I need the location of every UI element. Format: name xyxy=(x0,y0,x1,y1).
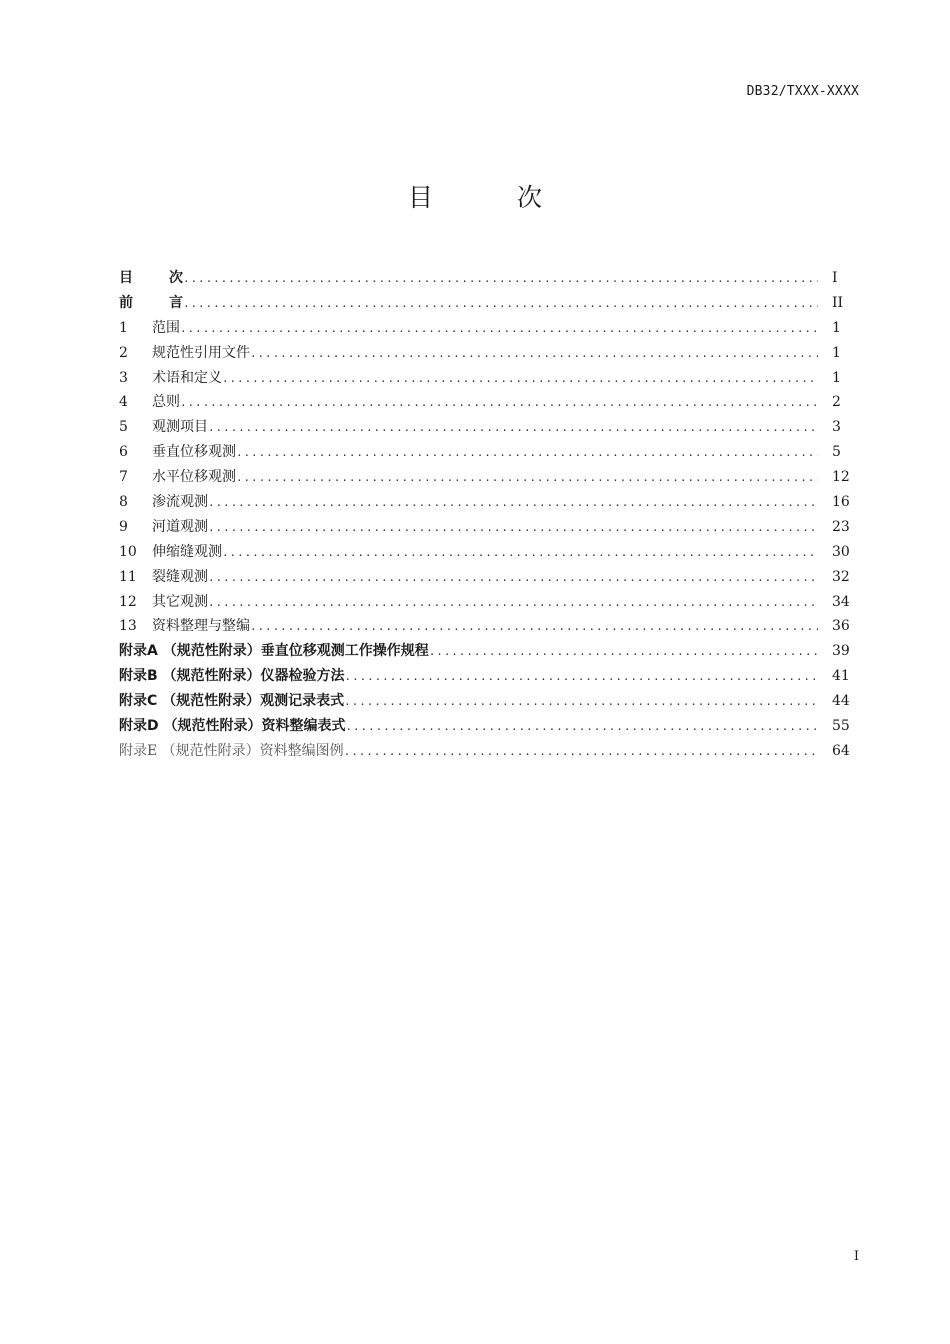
toc-entry-appendix-c[interactable] xyxy=(119,690,856,715)
toc-entry-page: 23 xyxy=(832,518,850,535)
toc-entry-label: 伸缩缝观测 xyxy=(152,543,222,560)
toc-entry-section-1[interactable] xyxy=(119,317,856,342)
toc-entry-label: 前 言 xyxy=(119,294,183,311)
toc-entry-appendix-d[interactable] xyxy=(119,715,856,740)
toc-entry-label: 术语和定义 xyxy=(152,369,222,386)
toc-entry-appendix-b[interactable] xyxy=(119,665,856,690)
toc-entry-page: 16 xyxy=(832,494,850,511)
toc-leader-dots xyxy=(208,596,818,609)
toc-leader-dots xyxy=(344,745,818,758)
document-code: DB32/TXXX-XXXX xyxy=(746,84,859,99)
toc-leader-dots xyxy=(250,620,818,633)
toc-entry-label: 河道观测 xyxy=(152,518,208,535)
toc-leader-dots xyxy=(345,670,818,683)
toc-entry-page: 39 xyxy=(832,643,850,660)
toc-leader-dots xyxy=(208,496,818,509)
table-of-contents xyxy=(119,267,856,765)
toc-entry-label: 其它观测 xyxy=(152,593,208,610)
toc-entry-number: 1 xyxy=(119,319,128,336)
toc-leader-dots xyxy=(344,695,818,708)
toc-entry-number: 2 xyxy=(119,344,128,361)
toc-entry-page: 34 xyxy=(832,593,850,610)
toc-entry-number: 3 xyxy=(119,369,128,386)
toc-entry-number: 13 xyxy=(119,618,137,635)
toc-entry-label: 目 次 xyxy=(119,270,183,286)
toc-entry-label: 附录B （规范性附录）仪器检验方法 xyxy=(119,668,345,685)
toc-leader-dots xyxy=(208,521,818,534)
toc-leader-dots xyxy=(208,421,818,434)
toc-entry-appendix-a[interactable] xyxy=(119,640,856,665)
toc-entry-label: 垂直位移观测 xyxy=(152,444,236,461)
toc-entry-page: 41 xyxy=(832,668,850,685)
toc-entry-section-10[interactable] xyxy=(119,541,856,566)
toc-entry-section-8[interactable] xyxy=(119,491,856,516)
toc-entry-page: 55 xyxy=(832,718,850,735)
toc-entry-page: 5 xyxy=(832,444,841,461)
toc-entry-section-4[interactable] xyxy=(119,391,856,416)
toc-leader-dots xyxy=(222,372,818,385)
toc-entry-page: 1 xyxy=(832,319,841,336)
toc-entry-section-12[interactable] xyxy=(119,591,856,616)
toc-entry-label: 附录A （规范性附录）垂直位移观测工作操作规程 xyxy=(119,643,429,660)
page-number: I xyxy=(853,1249,859,1264)
toc-entry-label: 附录E （规范性附录）资料整编图例 xyxy=(119,742,344,759)
toc-entry-number: 10 xyxy=(119,543,137,560)
toc-entry-page: 44 xyxy=(832,693,850,710)
toc-entry-label: 观测项目 xyxy=(152,419,208,436)
toc-entry-section-7[interactable] xyxy=(119,466,856,491)
toc-leader-dots xyxy=(183,272,818,285)
toc-leader-dots xyxy=(250,347,818,360)
toc-entry-section-3[interactable] xyxy=(119,367,856,392)
toc-leader-dots xyxy=(222,546,818,559)
toc-leader-dots xyxy=(236,446,818,459)
toc-entry-page: 36 xyxy=(832,618,850,635)
toc-leader-dots xyxy=(183,297,818,310)
toc-entry-number: 12 xyxy=(119,593,137,610)
toc-leader-dots xyxy=(346,720,819,733)
toc-entry-page: 1 xyxy=(832,344,841,361)
toc-entry-label: 附录C （规范性附录）观测记录表式 xyxy=(119,693,345,710)
toc-entry-appendix-e[interactable] xyxy=(119,740,856,765)
toc-entry-label: 水平位移观测 xyxy=(152,469,236,486)
toc-entry-label: 资料整理与整编 xyxy=(152,618,250,635)
toc-entry-page: 64 xyxy=(832,742,850,759)
toc-entry-number: 11 xyxy=(119,568,137,585)
toc-entry-number: 8 xyxy=(119,494,128,511)
toc-leader-dots xyxy=(236,471,818,484)
toc-leader-dots xyxy=(180,396,818,409)
toc-entry-label: 渗流观测 xyxy=(152,494,208,511)
toc-entry-label: 规范性引用文件 xyxy=(152,344,250,361)
toc-title: 目 次 xyxy=(408,183,580,212)
toc-entry-number: 9 xyxy=(119,518,128,535)
toc-entry-page: 32 xyxy=(832,568,850,585)
toc-entry-page: 1 xyxy=(832,369,841,386)
toc-entry-section-11[interactable] xyxy=(119,566,856,591)
toc-entry-page: 12 xyxy=(832,469,850,486)
toc-entry-number: 5 xyxy=(119,419,128,436)
toc-entry-label: 范围 xyxy=(152,319,180,336)
toc-entry-page: I xyxy=(832,270,838,286)
toc-entry-label: 附录D （规范性附录）资料整编表式 xyxy=(119,718,346,735)
toc-entry-label: 裂缝观测 xyxy=(152,568,208,585)
toc-entry-section-2[interactable] xyxy=(119,342,856,367)
toc-entry-section-9[interactable] xyxy=(119,516,856,541)
toc-entry-page: 3 xyxy=(832,419,841,436)
toc-entry-section-6[interactable] xyxy=(119,441,856,466)
toc-leader-dots xyxy=(208,571,818,584)
toc-entry-section-13[interactable] xyxy=(119,615,856,640)
toc-entry-number: 4 xyxy=(119,394,128,411)
toc-entry-number: 7 xyxy=(119,469,128,486)
toc-entry-foreword[interactable] xyxy=(119,292,856,317)
toc-leader-dots xyxy=(429,645,818,658)
toc-entry-page: 2 xyxy=(832,394,841,411)
toc-entry-number: 6 xyxy=(119,444,128,461)
toc-entry-label: 总则 xyxy=(152,394,180,411)
toc-leader-dots xyxy=(180,322,818,335)
toc-entry-section-5[interactable] xyxy=(119,416,856,441)
toc-entry-contents[interactable] xyxy=(119,267,856,292)
toc-entry-page: 30 xyxy=(832,543,850,560)
toc-entry-page: II xyxy=(832,294,844,311)
